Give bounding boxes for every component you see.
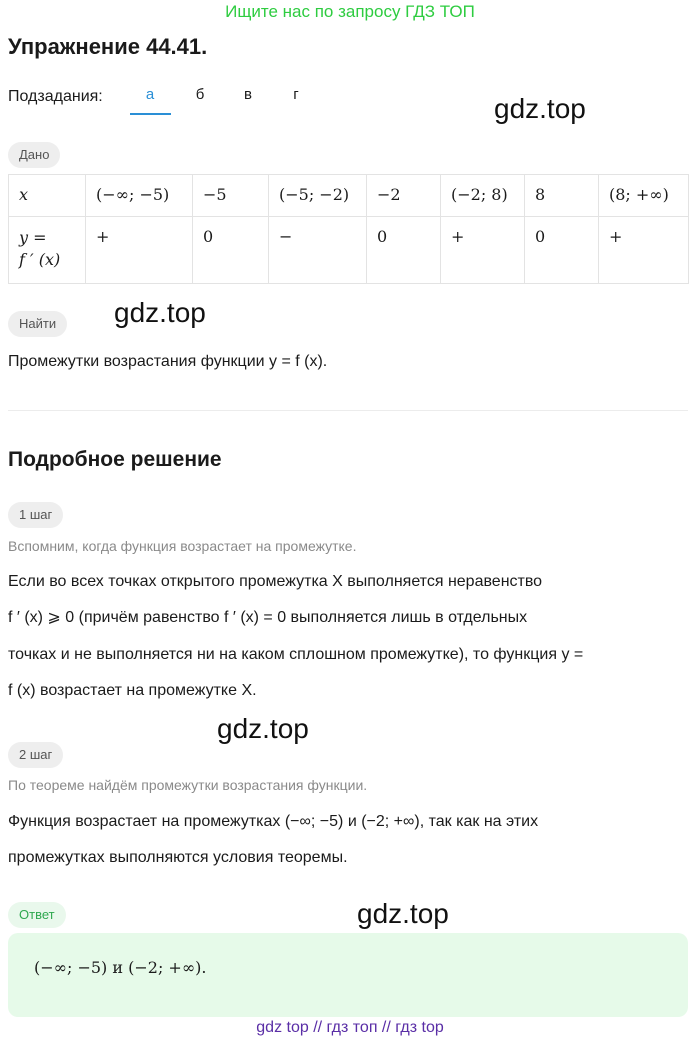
row-head-line: y = bbox=[19, 228, 47, 247]
step2-line: промежутках выполняются условия теоремы. bbox=[8, 849, 348, 866]
solution-heading: Подробное решение bbox=[8, 448, 222, 471]
table-cell: + bbox=[86, 217, 193, 284]
table-cell: (−∞; −5) bbox=[86, 175, 193, 217]
tab-v[interactable]: в bbox=[244, 86, 252, 103]
table-cell bbox=[9, 217, 86, 284]
watermark: gdz.top bbox=[114, 297, 206, 328]
divider bbox=[8, 410, 688, 411]
page-title: Упражнение 44.41. bbox=[8, 34, 208, 59]
table-cell: (8; +∞) bbox=[599, 175, 689, 217]
table-cell: 0 bbox=[367, 217, 441, 284]
given-badge: Дано bbox=[8, 142, 60, 168]
subtasks-label: Подзадания: bbox=[8, 88, 103, 105]
table-cell: + bbox=[441, 217, 525, 284]
step2-badge: 2 шаг bbox=[8, 742, 63, 768]
step2-hint: По теореме найдём промежутки возрастания функции. bbox=[8, 777, 368, 793]
step1-line: f (x) возрастает на промежутке X. bbox=[8, 682, 257, 699]
watermark: gdz.top bbox=[217, 713, 309, 744]
table-cell: x bbox=[9, 175, 86, 217]
tab-b[interactable]: б bbox=[195, 86, 205, 103]
footer-links[interactable]: gdz top // гдз топ // гдз top bbox=[256, 1019, 444, 1036]
step1-badge: 1 шаг bbox=[8, 502, 63, 528]
step1-line: Если во всех точках открытого промежутка X выполняется неравенство bbox=[8, 573, 543, 590]
table-cell: −5 bbox=[193, 175, 269, 217]
promo-banner[interactable]: Ищите нас по запросу ГДЗ ТОП bbox=[225, 2, 475, 21]
sign-table bbox=[8, 174, 689, 284]
answer-badge: Ответ bbox=[8, 902, 66, 928]
table-row bbox=[9, 217, 689, 284]
table-cell: −2 bbox=[367, 175, 441, 217]
table-cell: (−5; −2) bbox=[269, 175, 367, 217]
row-head-line: f ′ (x) bbox=[19, 250, 61, 269]
find-badge: Найти bbox=[8, 311, 67, 337]
table-cell: 0 bbox=[525, 217, 599, 284]
step1-line: f ′ (x) ⩾ 0 (причём равенство f ′ (x) = 0 выполняется лишь в отдельных bbox=[8, 609, 528, 626]
active-tab-indicator bbox=[130, 113, 171, 115]
table-cell: + bbox=[599, 217, 689, 284]
table-cell: 0 bbox=[193, 217, 269, 284]
table-row bbox=[9, 175, 689, 217]
watermark: gdz.top bbox=[494, 93, 586, 124]
table-cell: 8 bbox=[525, 175, 599, 217]
answer-text: (−∞; −5) и (−2; +∞). bbox=[34, 958, 207, 977]
tab-a[interactable]: а bbox=[145, 86, 155, 103]
step1-hint: Вспомним, когда функция возрастает на промежутке. bbox=[8, 538, 357, 554]
step1-line: точках и не выполняется ни на каком сплошном промежутке), то функция y = bbox=[8, 646, 584, 663]
step2-line: Функция возрастает на промежутках (−∞; −5) и (−2; +∞), так как на этих bbox=[8, 813, 539, 830]
table-cell: (−2; 8) bbox=[441, 175, 525, 217]
table-cell: − bbox=[269, 217, 367, 284]
find-text: Промежутки возрастания функции y = f (x). bbox=[8, 353, 328, 370]
watermark: gdz.top bbox=[357, 898, 449, 929]
tab-g[interactable]: г bbox=[293, 86, 299, 103]
